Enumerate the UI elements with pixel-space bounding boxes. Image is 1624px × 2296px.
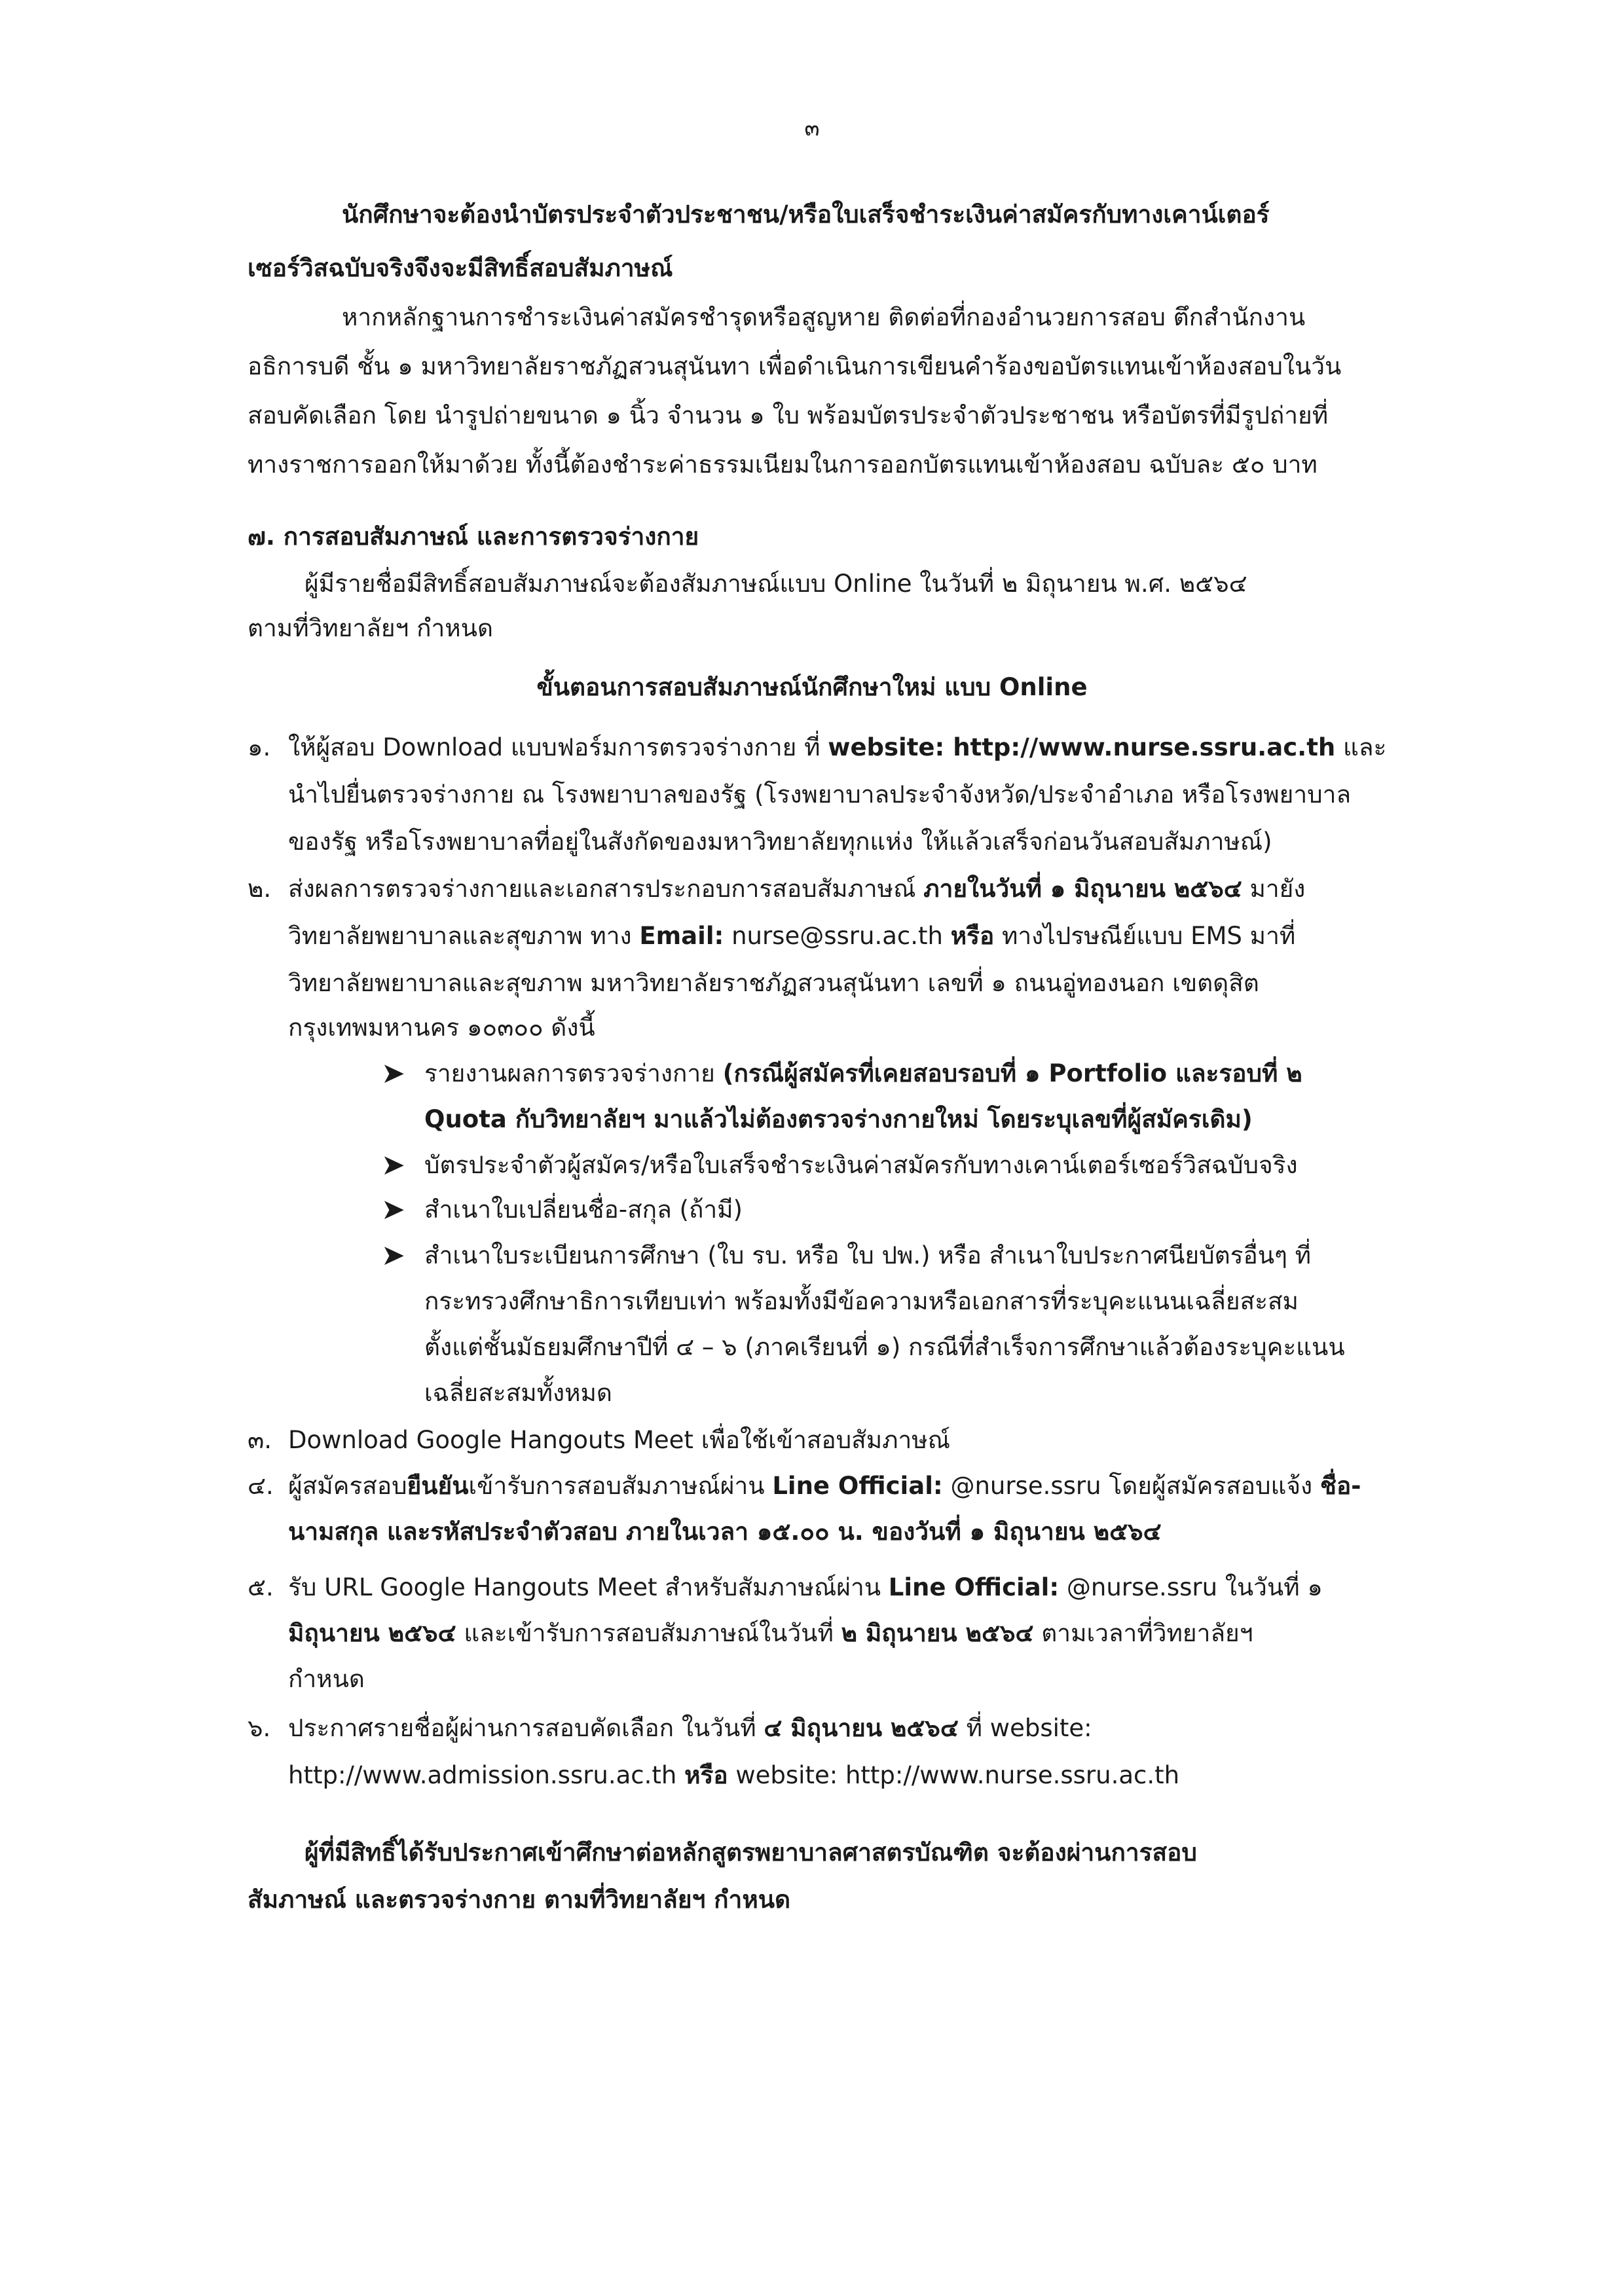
loss-line-4: ทางราชการออกให้มาด้วย ทั้งนี้ต้องชำระค่าธรรมเนียมในการออกบัตรแทนเข้าห้องสอบ ฉบับละ ๕๐ บาท	[248, 450, 1318, 479]
arrow-bullet-icon: ➤	[381, 1239, 405, 1272]
bullet-1-line-2: Quota กับวิทยาลัยฯ มาแล้วไม่ต้องตรวจร่างกายใหม่ โดยระบุเลขที่ผู้สมัครเดิม)	[424, 1105, 1253, 1133]
page-number: ๓	[804, 115, 820, 141]
step-2-line-4: กรุงเทพมหานคร ๑๐๓๐๐ ดังนี้	[288, 1013, 595, 1042]
step-1-line-1: ให้ผู้สอบ Download แบบฟอร์มการตรวจร่างกาย ที่ website: http://www.nurse.ssru.ac.th และ	[288, 733, 1387, 761]
step-5-number: ๕.	[248, 1573, 274, 1601]
step-5-line-1: รับ URL Google Hangouts Meet สำหรับสัมภาษณ์ผ่าน Line Official: @nurse.ssru ในวันที่ ๑	[288, 1573, 1323, 1601]
step-6-line-2: http://www.admission.ssru.ac.th หรือ website: http://www.nurse.ssru.ac.th	[288, 1761, 1180, 1789]
arrow-bullet-icon: ➤	[381, 1193, 405, 1226]
bullet-2: บัตรประจำตัวผู้สมัคร/หรือใบเสร็จชำระเงินค่าสมัครกับทางเคาน์เตอร์เซอร์วิสฉบับจริง	[424, 1151, 1298, 1179]
bullet-3: สำเนาใบเปลี่ยนชื่อ-สกุล (ถ้ามี)	[424, 1195, 743, 1224]
bullet-4-line-3: ตั้งแต่ชั้นมัธยมศึกษาปีที่ ๔ – ๖ (ภาคเรียนที่ ๑) กรณีที่สำเร็จการศึกษาแล้วต้องระบุคะแนน	[424, 1333, 1345, 1361]
step-1-number: ๑.	[248, 733, 271, 761]
bullet-4-line-4: เฉลี่ยสะสมทั้งหมด	[424, 1379, 612, 1407]
closing-line-2: สัมภาษณ์ และตรวจร่างกาย ตามที่วิทยาลัยฯ กำหนด	[248, 1886, 791, 1914]
loss-line-3: สอบคัดเลือก โดย นำรูปถ่ายขนาด ๑ นิ้ว จำนวน ๑ ใบ พร้อมบัตรประจำตัวประชาชน หรือบัตรที่มีรูปถ่ายที่	[248, 401, 1329, 429]
arrow-bullet-icon: ➤	[381, 1148, 405, 1182]
step-5-line-2: มิถุนายน ๒๕๖๔ และเข้ารับการสอบสัมภาษณ์ในวันที่ ๒ มิถุนายน ๒๕๖๔ ตามเวลาที่วิทยาลัยฯ	[288, 1619, 1253, 1647]
loss-line-1: หากหลักฐานการชำระเงินค่าสมัครชำรุดหรือสูญหาย ติดต่อที่กองอำนวยการสอบ ตึกสำนักงาน	[342, 303, 1306, 331]
step-2-line-1: ส่งผลการตรวจร่างกายและเอกสารประกอบการสอบสัมภาษณ์ ภายในวันที่ ๑ มิถุนายน ๒๕๖๔ มายัง	[288, 875, 1306, 903]
step-6-number: ๖.	[248, 1714, 271, 1742]
intro-line-1: นักศึกษาจะต้องนำบัตรประจำตัวประชาชน/หรือใบเสร็จชำระเงินค่าสมัครกับทางเคาน์เตอร์	[342, 200, 1270, 228]
step-2-line-3: วิทยาลัยพยาบาลและสุขภาพ มหาวิทยาลัยราชภัฏสวนสุนันทา เลขที่ ๑ ถนนอู่ทองนอก เขตดุสิต	[288, 969, 1259, 997]
step-4-number: ๔.	[248, 1472, 274, 1500]
step-3-number: ๓.	[248, 1426, 272, 1454]
section-7-line-1: ผู้มีรายชื่อมีสิทธิ์สอบสัมภาษณ์จะต้องสัมภาษณ์แบบ Online ในวันที่ ๒ มิถุนายน พ.ศ. ๒๕๖๔	[304, 570, 1247, 598]
closing-line-1: ผู้ที่มีสิทธิ์ได้รับประกาศเข้าศึกษาต่อหลักสูตรพยาบาลศาสตรบัณฑิต จะต้องผ่านการสอบ	[304, 1838, 1197, 1867]
intro-line-2: เซอร์วิสฉบับจริงจึงจะมีสิทธิ์สอบสัมภาษณ์	[248, 254, 673, 282]
step-3-line-1: Download Google Hangouts Meet เพื่อใช้เข้าสอบสัมภาษณ์	[288, 1426, 950, 1454]
section-7-line-2: ตามที่วิทยาลัยฯ กำหนด	[248, 614, 493, 642]
step-2-number: ๒.	[248, 875, 272, 903]
step-4-line-2: นามสกุล และรหัสประจำตัวสอบ ภายในเวลา ๑๕.๐๐ น. ของวันที่ ๑ มิถุนายน ๒๕๖๔	[288, 1518, 1162, 1546]
loss-line-2: อธิการบดี ชั้น ๑ มหาวิทยาลัยราชภัฏสวนสุนันทา เพื่อดำเนินการเขียนคำร้องขอบัตรแทนเข้าห้องสอบในวัน	[248, 352, 1342, 380]
step-1-line-2: นำไปยื่นตรวจร่างกาย ณ โรงพยาบาลของรัฐ (โรงพยาบาลประจำจังหวัด/ประจำอำเภอ หรือโรงพยาบาล	[288, 780, 1352, 809]
procedure-title: ขั้นตอนการสอบสัมภาษณ์นักศึกษาใหม่ แบบ Online	[536, 673, 1088, 701]
step-1-line-3: ของรัฐ หรือโรงพยาบาลที่อยู่ในสังกัดของมหาวิทยาลัยทุกแห่ง ให้แล้วเสร็จก่อนวันสอบสัมภาษณ์)	[288, 828, 1272, 856]
bullet-4-line-1: สำเนาใบระเบียนการศึกษา (ใบ รบ. หรือ ใบ ปพ.) หรือ สำเนาใบประกาศนียบัตรอื่นๆ ที่	[424, 1241, 1312, 1269]
arrow-bullet-icon: ➤	[381, 1057, 405, 1090]
step-5-line-3: กำหนด	[288, 1665, 365, 1693]
bullet-1-line-1: รายงานผลการตรวจร่างกาย (กรณีผู้สมัครที่เคยสอบรอบที่ ๑ Portfolio และรอบที่ ๒	[424, 1059, 1302, 1087]
step-2-line-2: วิทยาลัยพยาบาลและสุขภาพ ทาง Email: nurse@ssru.ac.th หรือ ทางไปรษณีย์แบบ EMS มาที่	[288, 922, 1296, 950]
step-6-line-1: ประกาศรายชื่อผู้ผ่านการสอบคัดเลือก ในวันที่ ๔ มิถุนายน ๒๕๖๔ ที่ website:	[288, 1714, 1092, 1742]
section-7-heading: ๗. การสอบสัมภาษณ์ และการตรวจร่างกาย	[248, 522, 699, 551]
step-4-line-1: ผู้สมัครสอบยืนยันเข้ารับการสอบสัมภาษณ์ผ่าน Line Official: @nurse.ssru โดยผู้สมัครสอบแจ้ง ชื่อ-	[288, 1472, 1361, 1500]
bullet-4-line-2: กระทรวงศึกษาธิการเทียบเท่า พร้อมทั้งมีข้อความหรือเอกสารที่ระบุคะแนนเฉลี่ยสะสม	[424, 1287, 1299, 1315]
